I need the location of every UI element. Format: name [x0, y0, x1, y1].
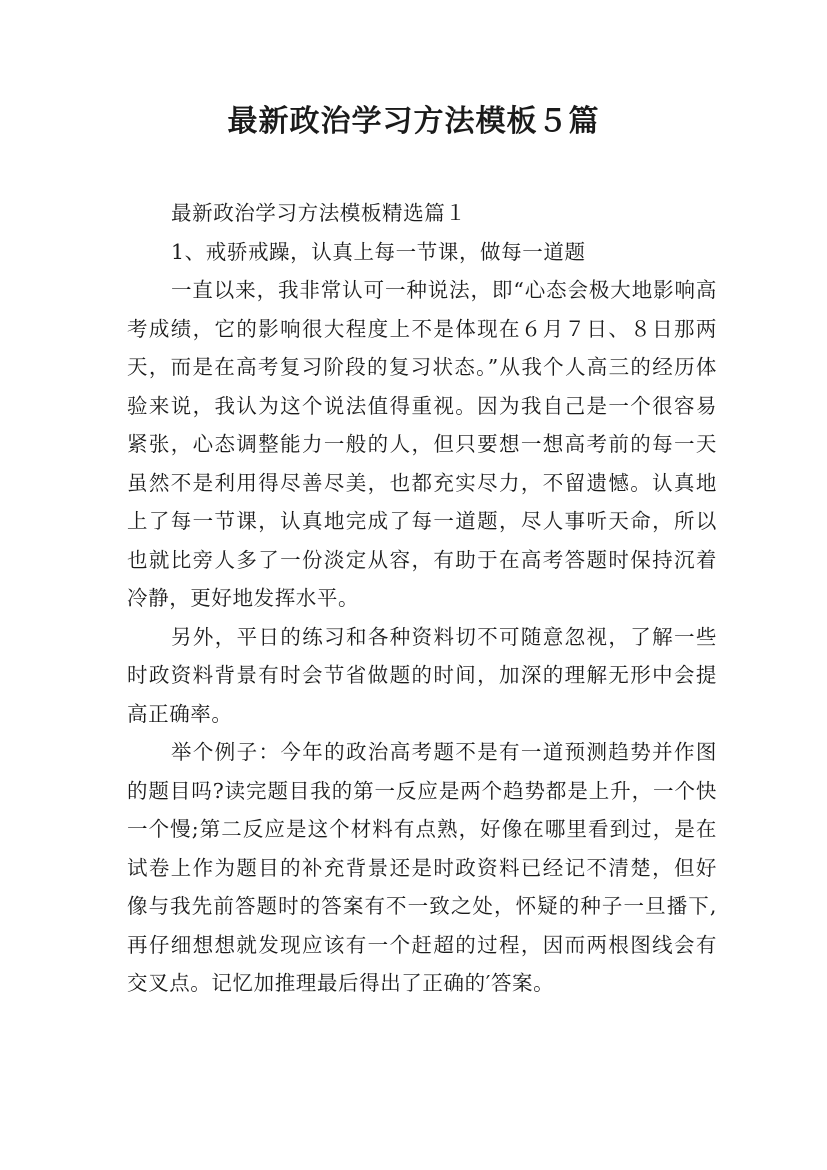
item-heading: 1、戒骄戒躁，认真上每一节课，做每一道题	[171, 239, 586, 264]
paragraph-example: 举个例子：今年的政治高考题不是有一道预测趋势并作图的题目吗?读完题目我的第一反应是两个趋势都是上升，一个快一个慢;第二反应是这个材料有点熟，好像在哪里看到过，是在试卷上作为题目的补充背景还是时政资料已经记不清楚，但好像与我先前答题时的答案有不一致之处，怀疑的种子一旦播下,再仔细想想就发现应该有一个赶超的过程，因而两根图线会有交叉点。记忆加推理最后得出了正确的′答案。	[127, 740, 717, 995]
paragraph-materials: 另外，平日的练习和各种资料切不可随意忽视，了解一些时政资料背景有时会节省做题的时间，加深的理解无形中会提高正确率。	[127, 624, 717, 726]
section-heading: 最新政治学习方法模板精选篇１	[171, 201, 467, 225]
document-title: 最新政治学习方法模板５篇	[227, 104, 600, 139]
paragraph-mindset: 一直以来，我非常认可一种说法，即“心态会极大地影响高考成绩，它的影响很大程度上不是体现在６月７日、８日那两天，而是在高考复习阶段的复习状态。”从我个人高三的经历体验来说，我认为这个说法值得重视。因为我自己是一个很容易紧张，心态调整能力一般的人，但只要想一想高考前的每一天虽然不是利用得尽善尽美，也都充实尽力，不留遗憾。认真地上了每一节课，认真地完成了每一道题，尽人事听天命，所以也就比旁人多了一份淡定从容，有助于在高考答题时保持沉着冷静，更好地发挥水平。	[127, 278, 717, 610]
document-body	[127, 194, 717, 1003]
